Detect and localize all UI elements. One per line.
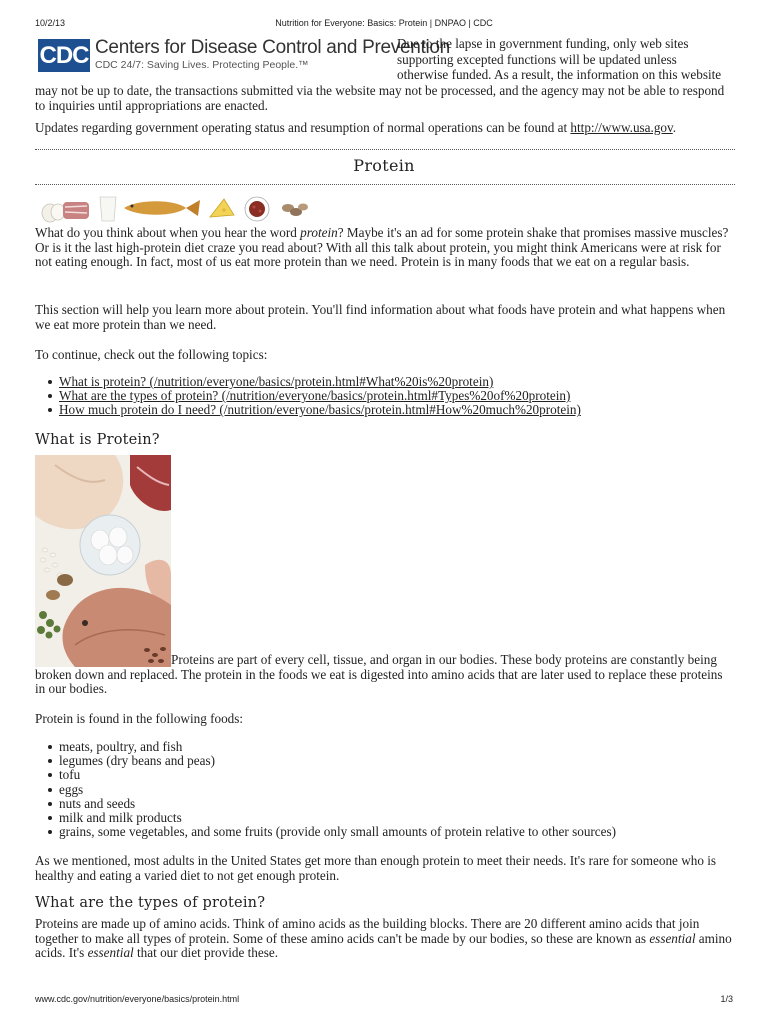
print-footer (0, 994, 768, 1006)
section1-paragraph-3: As we mentioned, most adults in the United States get more than enough protein to meet their needs. It's rare for someone who is healthy and eating a varied diet to not get enough protein. (35, 853, 717, 883)
page-title: Protein (353, 156, 415, 175)
topic-link-what-is-protein[interactable]: What is protein? (/nutrition/everyone/basics/protein.html#What%20is%20protein) (59, 374, 494, 389)
cdc-logo-mark: CDC (38, 39, 90, 72)
fish-icon (124, 200, 200, 216)
list-item: legumes (dry beans and peas) (35, 754, 735, 768)
usa-gov-link[interactable]: http://www.usa.gov (570, 120, 673, 135)
section1-paragraph-1: Proteins are part of every cell, tissue, and organ in our bodies. These body proteins are constantly being broken down and replaced. The protein in the foods we eat is digested into amino acids that are later used to replace these proteins in our bodies. (35, 652, 723, 697)
updates-suffix: . (672, 120, 677, 135)
list-item: tofu (35, 768, 735, 782)
cdc-logo-name: Centers for Disease Control and Prevention (95, 37, 450, 58)
print-title: Nutrition for Everyone: Basics: Protein | DNPAO | CDC (275, 18, 493, 28)
print-date: 10/2/13 (35, 18, 66, 28)
topics-list (35, 375, 735, 418)
shutdown-notice (35, 36, 725, 114)
title-divider-top (35, 149, 735, 150)
nuts-icon (282, 204, 308, 217)
intro-paragraph-1: What do you think about when you hear the word protein? Maybe it's an ad for some protein shake that promises massive muscles? Or is it the last high-protein diet craze you read about? With all this talk about protein, you might think Americans were at risk for not eating enough. In fact, most of us eat more protein than we need. Protein is in many foods that we eat on a regular basis. (35, 225, 729, 270)
foods-list (35, 740, 735, 839)
topic-link-types-of-protein[interactable]: What are the types of protein? (/nutrition/everyone/basics/protein.html#Types%20of%20protein) (59, 388, 571, 404)
beans-bowl-icon (245, 197, 269, 221)
meat-icon (63, 202, 89, 219)
updates-notice (35, 120, 755, 135)
emphasis-protein: protein (300, 225, 338, 240)
print-url: www.cdc.gov/nutrition/everyone/basics/protein.html (35, 994, 240, 1004)
protein-foods-icons (38, 193, 318, 223)
shutdown-notice-text: Due to the lapse in government funding, only web sites supporting excepted functions will be updated unless otherwise funded. As a result, the information on this website may not be up to date, the transactions submitted via the website may not be processed, and the agency may not be able to respond to inquiries until appropriations are enacted. (35, 36, 725, 114)
topic-item (35, 403, 735, 417)
cheese-icon (210, 199, 234, 217)
updates-prefix: Updates regarding government operating status and resumption of normal operations can be found at (35, 120, 571, 135)
title-divider-bottom (35, 184, 735, 185)
topic-link-how-much-protein[interactable]: How much protein do I need? (/nutrition/everyone/basics/protein.html#How%20much%20protein) (59, 402, 581, 418)
topic-item (35, 375, 735, 389)
section-heading-what-is-protein: What is Protein? (35, 432, 160, 448)
protein-foods-photo (35, 455, 171, 667)
intro-paragraph-2: This section will help you learn more about protein. You'll find information about what foods have protein and what happens when we eat more protein than we need. (35, 302, 726, 332)
list-item: meats, poultry, and fish (35, 740, 735, 754)
section2-paragraph-1: Proteins are made up of amino acids. Think of amino acids as the building blocks. There are 20 different amino acids that join together to make all types of protein. Some of these amino acids can't be made by our bodies, so these are known as essential amino acids. It's essential that our diet provide these. (35, 916, 732, 961)
intro-paragraph-3: To continue, check out the following topics: (35, 347, 268, 362)
list-item: grains, some vegetables, and some fruits (provide only small amounts of protein relative to other sources) (35, 825, 735, 839)
milk-glass-icon (100, 197, 116, 221)
section1-paragraph-2: Protein is found in the following foods: (35, 711, 244, 726)
eggs-icon (42, 204, 65, 222)
print-page-number: 1/3 (720, 994, 733, 1004)
list-item: milk and milk products (35, 811, 735, 825)
list-item: eggs (35, 783, 735, 797)
print-header (0, 18, 768, 30)
section-heading-types-of-protein: What are the types of protein? (35, 895, 266, 911)
list-item: nuts and seeds (35, 797, 735, 811)
cdc-logo-tagline: CDC 24/7: Saving Lives. Protecting People.™ (95, 59, 309, 71)
topic-item (35, 389, 735, 403)
